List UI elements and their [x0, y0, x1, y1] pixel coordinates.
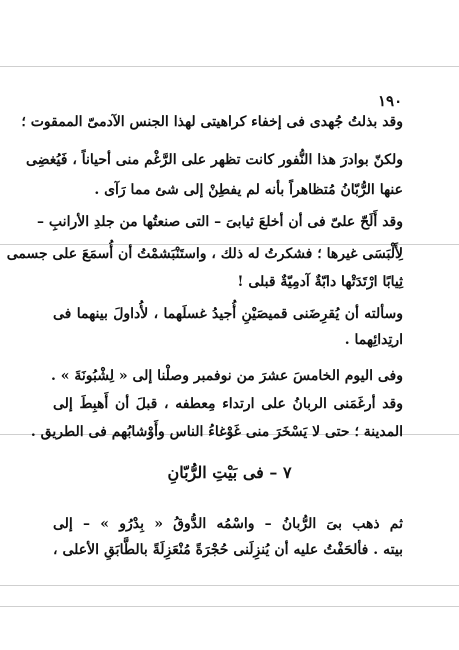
ruled-line — [0, 585, 459, 586]
text-line: لِأَلْبَسَى غيرها ؛ فشكرتُ له ذلك ، واستَنْبَشمْتُ أن أُسمَعَ على جسمى — [6, 246, 403, 262]
ruled-line — [0, 606, 459, 607]
text-line: بيته . فألحَفْتُ عليه أن يُنزِلَنى حُجْرَةً مُنْعَزِلَةً بالطَّابَقِ الأعلى ، — [53, 542, 403, 558]
text-line: عنها الرُّبّانُ مُتظاهراً بأنه لم يفطِنْ إلى شئ مما رَآى . — [94, 182, 403, 198]
text-line: وقد أرغَمَنى الربانُ على ارتداء مِعطفه ، قبلَ أن أَهبِطَ إلى — [53, 396, 403, 412]
text-line: ثِيابًا ارْتَدَتْها دابّةٌ آدمِيّةٌ قبلى ! — [237, 274, 403, 290]
chapter-heading: ٧ – فى بَيْتِ الرُّبّانِ — [167, 463, 292, 482]
page-number: ١٩٠ — [378, 92, 403, 110]
text-line: ارتِدائِهما . — [344, 332, 403, 348]
text-line: وسألته أن يُقرِضَنى قميصَيْنِ أُجيدُ غسلَهما ، لأُداولَ بينهما فى — [53, 306, 403, 322]
text-line: وقد بذلتُ جُهدى فى إخفاء كراهيتى لهذا الجنس الآدمىّ الممقوت ؛ — [21, 114, 403, 130]
text-line: ولكنّ بوادرَ هذا النُّفور كانت تظهر على الرَّغْم منى أحياناً ، فَيُغضِى — [25, 152, 403, 168]
text-line: المدينة ؛ حتى لا يَسْخَرَ منى غَوْغاءُ الناس وأَوْشابُهم فى الطريق . — [30, 424, 403, 440]
text-line: وفى اليوم الخامسَ عشرَ من نوفمبر وصلْنا إلى « لِشْبُونَةَ » . — [51, 368, 403, 384]
text-line: وقد أَلَحّ علىّ فى أن أخلعَ ثيابىَ – التى صنعتُها من جلدِ الأرانبِ – — [37, 214, 403, 230]
text-line: ثم ذهب بىَ الرُّبانُ – واسْمُه الدُّوقُ « بِدْرُو » – إلى — [53, 516, 403, 532]
ruled-line — [0, 66, 459, 67]
